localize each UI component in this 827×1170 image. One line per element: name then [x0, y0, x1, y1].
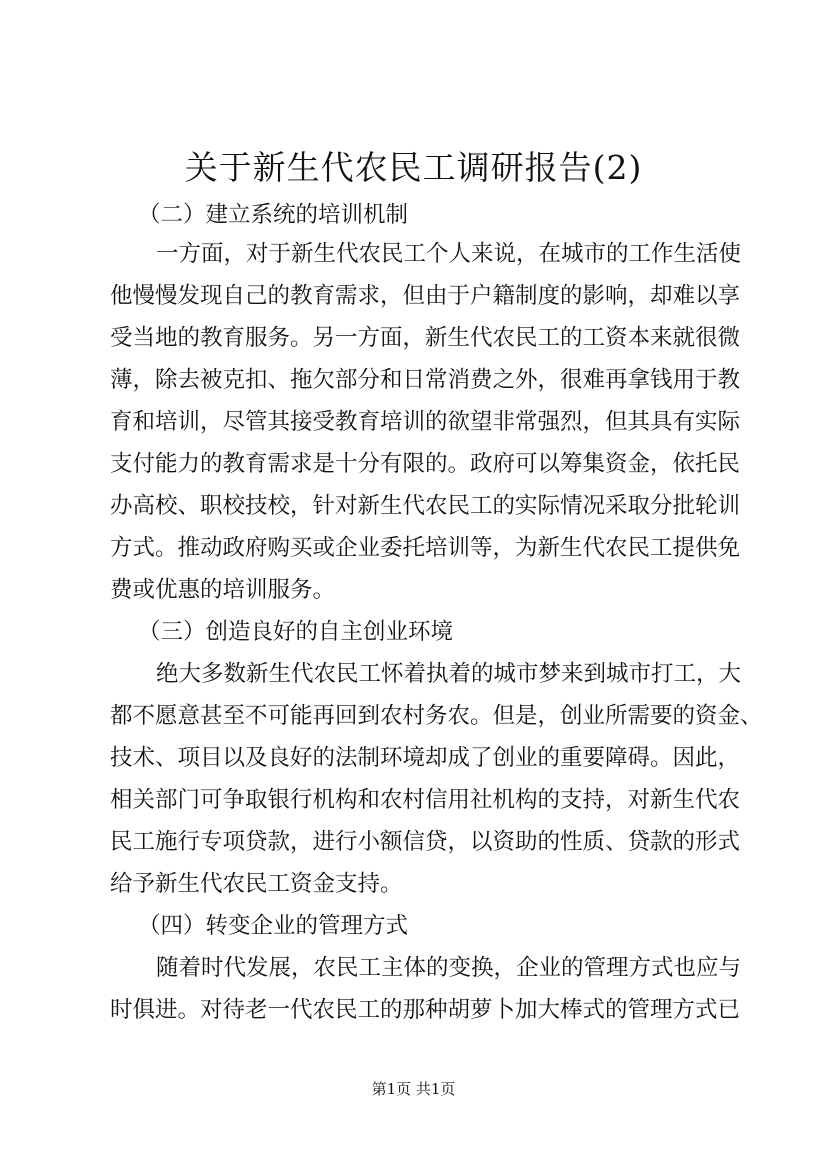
paragraph-line: 民工施行专项贷款，进行小额信贷，以资助的性质、贷款的形式 — [110, 829, 741, 855]
paragraph-line: 一方面，对于新生代农民工个人来说，在城市的工作生活使 — [156, 241, 742, 267]
paragraph-line: 给予新生代农民工资金支持。 — [110, 871, 403, 897]
paragraph-line: 育和培训，尽管其接受教育培训的欲望非常强烈，但其具有实际 — [110, 409, 741, 435]
paragraph-line: 受当地的教育服务。另一方面，新生代农民工的工资本来就很微 — [110, 325, 741, 351]
paragraph-line: 费或优惠的培训服务。 — [110, 577, 336, 603]
paragraph-line: 薄，除去被克扣、拖欠部分和日常消费之外，很难再拿钱用于教 — [110, 367, 741, 393]
paragraph-line: 随着时代发展，农民工主体的变换，企业的管理方式也应与 — [156, 955, 742, 981]
paragraph-line: 方式。推动政府购买或企业委托培训等，为新生代农民工提供免 — [110, 535, 741, 561]
paragraph-line: 时俱进。对待老一代农民工的那种胡萝卜加大棒式的管理方式已 — [110, 997, 741, 1023]
page-number: 第1页 共1页 — [371, 1080, 456, 1098]
paragraph-line: 都不愿意甚至不可能再回到农村务农。但是，创业所需要的资金、 — [110, 703, 763, 729]
section-heading-2: （二）建立系统的培训机制 — [138, 202, 409, 228]
paragraph-line: 技术、项目以及良好的法制环境却成了创业的重要障碍。因此， — [110, 745, 741, 771]
document-title: 关于新生代农民工调研报告(2) — [184, 148, 643, 187]
section-heading-3: （三）创造良好的自主创业环境 — [138, 619, 454, 645]
paragraph-line: 相关部门可争取银行机构和农村信用社机构的支持，对新生代农 — [110, 787, 741, 813]
paragraph-line: 支付能力的教育需求是十分有限的。政府可以筹集资金，依托民 — [110, 451, 741, 477]
paragraph-line: 绝大多数新生代农民工怀着执着的城市梦来到城市打工，大 — [156, 661, 742, 687]
paragraph-line: 办高校、职校技校，针对新生代农民工的实际情况采取分批轮训 — [110, 493, 741, 519]
paragraph-line: 他慢慢发现自己的教育需求，但由于户籍制度的影响，却难以享 — [110, 283, 741, 309]
section-heading-4: （四）转变企业的管理方式 — [138, 913, 409, 939]
